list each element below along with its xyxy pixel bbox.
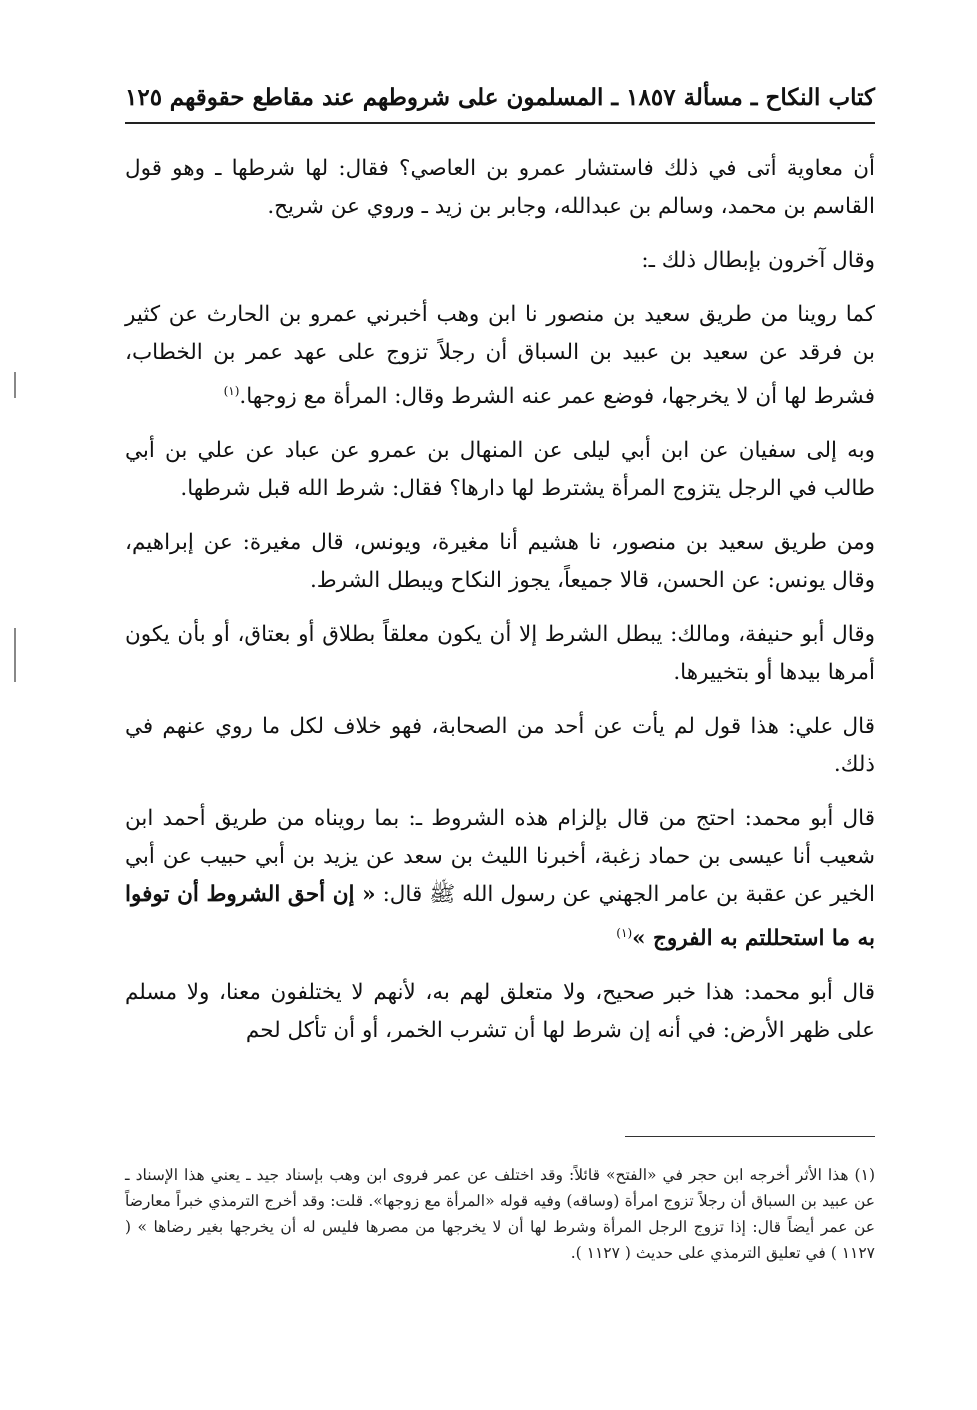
footnote: (١) هذا الأثر أخرجه ابن حجر في «الفتح» قائلاً: وقد اختلف عن عمر فروى ابن وهب بإسناد جيد ـ يعني هذا الإسناد ـ عن عبيد بن السباق أن رجلاً تزوج امرأة (وساقه) وفيه قوله «المرأة مع زوجها». قلت: وقد أخرج الترمذي خبراً معارضاً عن عمر أيضاً قال: إذا تزوج الرجل المرأة وشرط لها أن لا يخرجها من مصرها فليس له أن يخرجها بغير رضاها » ( ١١٢٧ ) في تعليق الترمذي على حديث ( ١١٢٧ ). [125,1166,875,1262]
margin-mark [14,628,16,682]
footnote-ref: (١) [616,926,633,941]
paragraph [125,800,875,958]
page-number: ١٢٥ [125,83,163,111]
main-text [125,150,875,1066]
margin-mark [14,372,16,398]
footnotes [125,1162,875,1266]
running-title: كتاب النكاح ـ مسألة ١٨٥٧ ـ المسلمون على شروطهم عند مقاطع حقوقهم [169,83,875,111]
paragraph: قال أبو محمد: هذا خبر صحيح، ولا متعلق لهم به، لأنهم لا يختلفون معنا، ولا مسلم على ظهر الأرض: في أنه إن شرط لها أن تشرب الخمر، أو أن تأكل لحم [125,980,875,1044]
paragraph: وقال أبو حنيفة، ومالك: يبطل الشرط إلا أن يكون معلقاً بطلاق أو بعتاق، أو بأن يكون أمرها بيدها أو بتخييرها. [125,622,875,686]
hadith-quote: « إن أحق الشروط أن توفوا به ما استحللتم به الفروج » [125,882,875,952]
paragraph-text: قال أبو محمد: احتج من قال بإلزام هذه الشروط ـ: بما رويناه من طريق أحمد ابن شعيب أنا عيسى بن حماد زغبة، أخبرنا الليث بن سعد عن يزيد بن أبي حبيب عن أبي الخير عن عقبة بن عامر الجهني عن رسول الله ﷺ قال: [125,806,875,908]
paragraph: وقال آخرون بإبطال ذلك ـ: [641,248,875,273]
page-header [125,72,875,124]
paragraph: ومن طريق سعيد بن منصور، نا هشيم أنا مغيرة، ويونس، قال مغيرة: عن إبراهيم، وقال يونس: عن الحسن، قالا جميعاً، يجوز النكاح ويبطل الشرط. [125,530,875,594]
footnote-separator [625,1136,875,1137]
paragraph: قال علي: هذا قول لم يأت عن أحد من الصحابة، فهو خلاف لكل ما روي عنهم في ذلك. [125,714,875,778]
footnote-ref: (١) [223,384,240,398]
paragraph [125,296,875,416]
paragraph: وبه إلى سفيان عن ابن أبي ليلى عن المنهال بن عمرو عن عباد عن علي بن أبي طالب في الرجل يتزوج المرأة يشترط لها دارها؟ فقال: شرط الله قبل شرطها. [125,438,875,502]
paragraph: أن معاوية أتى في ذلك فاستشار عمرو بن العاصي؟ فقال: لها شرطها ـ وهو قول القاسم بن محمد، وسالم بن عبدالله، وجابر بن زيد ـ وروي عن شريح. [125,156,875,219]
paragraph-text: كما روينا من طريق سعيد بن منصور نا ابن وهب أخبرني عمرو بن الحارث عن كثير بن فرقد عن سعيد بن عبيد بن السباق أن رجلاً تزوج على عهد عمر بن الخطاب، فشرط لها أن لا يخرجها، فوضع عمر عنه الشرط وقال: المرأة مع زوجها. [125,302,875,410]
